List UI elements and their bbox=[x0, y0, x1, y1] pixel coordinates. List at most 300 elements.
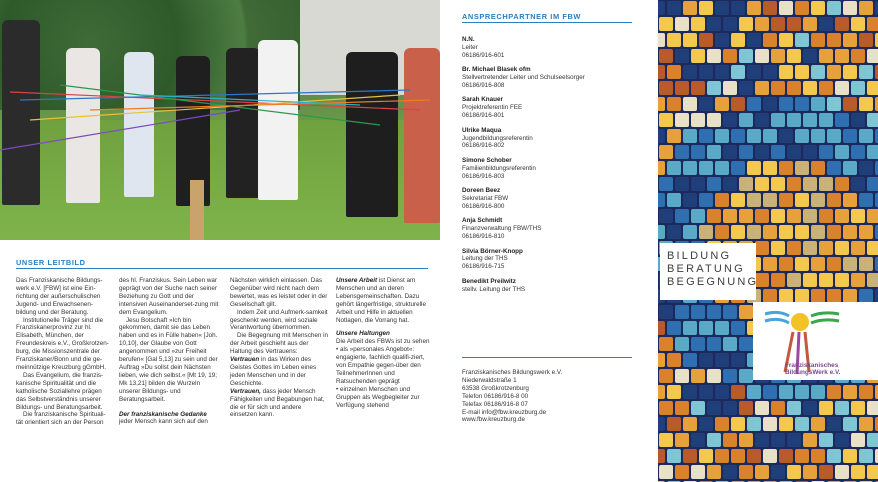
mosaic-tile bbox=[771, 401, 785, 415]
mosaic-tile bbox=[755, 241, 769, 255]
mosaic-tile bbox=[707, 209, 721, 223]
mosaic-tile bbox=[683, 321, 697, 335]
mosaic-tile bbox=[843, 257, 857, 271]
mosaic-tile bbox=[811, 97, 825, 111]
mosaic-tile bbox=[827, 417, 841, 431]
mosaic-tile bbox=[659, 177, 673, 191]
mosaic-tile bbox=[819, 209, 833, 223]
mosaic-tile bbox=[691, 305, 705, 319]
mosaic-tile bbox=[691, 401, 705, 415]
mosaic-tile bbox=[715, 321, 729, 335]
mosaic-tile bbox=[707, 113, 721, 127]
mosaic-tile bbox=[723, 177, 737, 191]
mosaic-tile bbox=[835, 209, 849, 223]
mosaic-tile bbox=[707, 17, 721, 31]
mosaic-tile bbox=[787, 145, 801, 159]
mosaic-tile bbox=[867, 145, 878, 159]
mosaic-tile bbox=[731, 193, 745, 207]
mosaic-tile bbox=[763, 129, 777, 143]
mosaic-tile bbox=[827, 97, 841, 111]
contact-entry bbox=[462, 66, 637, 90]
contact-phone: 06186/916-808 bbox=[462, 82, 505, 90]
mosaic-tile bbox=[771, 49, 785, 63]
mosaic-tile bbox=[771, 209, 785, 223]
paragraph: Jesu Botschaft »Ich bin gekommen, damit sie das Leben haben und es in Fülle haben« [Joh. 10,10], der Glaube von Gott angenommen und »zur Freiheit berufen« [Gal 5,13] zu sein und der Auftrag »Du sollst dein Nächsten lieben, wie dich selbst.« [Mt 19, 19; Mk 13,21] bilden die Wurzeln unserer Bildungs- und Beratungsarbeit. bbox=[119, 316, 218, 403]
contact-name: Br. Michael Blasek ofm bbox=[462, 66, 531, 74]
mosaic-tile bbox=[675, 49, 689, 63]
mosaic-tile bbox=[659, 113, 673, 127]
mosaic-tile bbox=[699, 449, 713, 463]
mosaic-tile bbox=[715, 1, 729, 15]
mosaic-tile bbox=[707, 433, 721, 447]
contact-entry bbox=[462, 96, 637, 120]
mosaic-tile bbox=[835, 241, 849, 255]
mosaic-tile bbox=[779, 1, 793, 15]
mosaic-tile bbox=[667, 129, 681, 143]
contact-phone: 06186/916-715 bbox=[462, 263, 505, 271]
colored-ropes bbox=[0, 0, 440, 240]
mosaic-tile bbox=[675, 465, 689, 479]
mosaic-tile bbox=[795, 65, 809, 79]
mosaic-tile bbox=[723, 369, 737, 383]
mosaic-tile bbox=[771, 433, 785, 447]
contact-list bbox=[462, 36, 637, 300]
leitbild-column-3: Nächsten wirklich einlassen. Das Gegenüber wird nicht nach dem bewertet, was es leistet oder in der Gesellschaft gilt. Indem Zeit und Aufmerk-samkeit geschenkt werden, wird soziale Verantwortung übernommen. Die Begegnung mit Menschen in der Arbeit geschieht aus der Haltung des Vertrauens: Vertrauen in das Wirken des Geistes Gottes im Leben eines jeden Menschen und in der Geschichte. Vertrauen, dass jeder Mensch Fähigkeiten und Begabungen hat, die er für sich und andere einsetzen kann. bbox=[230, 277, 329, 419]
mosaic-tile bbox=[771, 241, 785, 255]
mosaic-tile bbox=[723, 113, 737, 127]
address-line: E-mail info@fbw.kreuzburg.de bbox=[462, 408, 547, 416]
mosaic-tile bbox=[787, 209, 801, 223]
mosaic-tile bbox=[683, 65, 697, 79]
mosaic-tile bbox=[811, 417, 825, 431]
contact-phone: 06186/916-601 bbox=[462, 51, 505, 59]
paragraph: Das Evangelium, die franzis-kanische Spiritualität und die katholische Soziallehre prägen das Selbstverständnis unserer Bildungs- und Beratungsarbeit. bbox=[16, 371, 104, 411]
contact-role: Jugendbildungsreferentin bbox=[462, 134, 533, 142]
mosaic-tile bbox=[819, 273, 833, 287]
mosaic-tile bbox=[851, 49, 865, 63]
mosaic-tile bbox=[699, 129, 713, 143]
mosaic-tile bbox=[771, 465, 785, 479]
mosaic-tile bbox=[819, 433, 833, 447]
mosaic-tile bbox=[787, 273, 801, 287]
mosaic-tile bbox=[731, 321, 745, 335]
mosaic-tile bbox=[683, 129, 697, 143]
mosaic-tile bbox=[715, 161, 729, 175]
mosaic-tile bbox=[659, 81, 673, 95]
contact-role: Stellvertretender Leiter und Schulseelsorger bbox=[462, 74, 585, 82]
mosaic-tile bbox=[683, 161, 697, 175]
contact-name: Doreen Beez bbox=[462, 187, 501, 195]
mosaic-tile bbox=[699, 97, 713, 111]
mosaic-tile bbox=[707, 401, 721, 415]
mosaic-tile bbox=[763, 257, 777, 271]
mosaic-tile bbox=[715, 129, 729, 143]
address-line: Niederwaldstraße 1 bbox=[462, 376, 517, 384]
mosaic-tile bbox=[683, 225, 697, 239]
mosaic-tile bbox=[755, 49, 769, 63]
mosaic-tile bbox=[867, 81, 878, 95]
mosaic-tile bbox=[843, 33, 857, 47]
mosaic-tile bbox=[859, 129, 873, 143]
mosaic-tile bbox=[691, 433, 705, 447]
mosaic-tile bbox=[755, 177, 769, 191]
mosaic-tile bbox=[691, 49, 705, 63]
mosaic-tile bbox=[755, 81, 769, 95]
mosaic-tile bbox=[731, 385, 745, 399]
mosaic-tile bbox=[667, 33, 681, 47]
mosaic-tile bbox=[658, 65, 665, 79]
emphasis: Vertrauen bbox=[230, 356, 260, 364]
mosaic-tile bbox=[771, 273, 785, 287]
mosaic-tile bbox=[795, 1, 809, 15]
mosaic-tile bbox=[691, 369, 705, 383]
mosaic-tile bbox=[779, 65, 793, 79]
mosaic-tile bbox=[658, 353, 665, 367]
mosaic-tile bbox=[699, 321, 713, 335]
mosaic-tile bbox=[803, 241, 817, 255]
mosaic-tile bbox=[675, 401, 689, 415]
mosaic-tile bbox=[787, 81, 801, 95]
mosaic-tile bbox=[867, 17, 878, 31]
mosaic-tile bbox=[715, 33, 729, 47]
emphasis: Vertrauen, bbox=[230, 387, 261, 395]
mosaic-tile bbox=[658, 385, 665, 399]
mosaic-tile bbox=[859, 1, 873, 15]
contact-role: Finanzverwaltung FBW/THS bbox=[462, 225, 542, 233]
leitbild-column-4: Unsere Arbeit ist Dienst am Menschen und an deren Lebensgemeinschaften. Dazu gehört längerfristige, strukturelle Arbeit und Hilfe in aktuellen Notlagen, die Vorrang hat. Unsere Haltungen Die Arbeit des FBWs ist zu sehen • als »personales Angebot«: engagierte, fachlich qualifi-ziert, von Empathie gegen-über den TeilnehmerInnen und Ratsuchenden geprägt • einzelnen Menschen und Gruppen als Wegbegleiter zur Verfügung stehend bbox=[336, 277, 432, 410]
mosaic-tile bbox=[763, 417, 777, 431]
mosaic-tile bbox=[739, 433, 753, 447]
mosaic-tile bbox=[827, 33, 841, 47]
mosaic-tile bbox=[658, 449, 665, 463]
mosaic-tile bbox=[723, 401, 737, 415]
mosaic-tile bbox=[819, 17, 833, 31]
mosaic-tile bbox=[755, 113, 769, 127]
mosaic-tile bbox=[699, 225, 713, 239]
mosaic-tile bbox=[658, 1, 665, 15]
mosaic-tile bbox=[811, 129, 825, 143]
mosaic-tile bbox=[843, 449, 857, 463]
address-line: 63538 Großkrotzenburg bbox=[462, 384, 529, 392]
mosaic-tile bbox=[739, 113, 753, 127]
mosaic-tile bbox=[795, 97, 809, 111]
mosaic-tile bbox=[659, 369, 673, 383]
mosaic-tile bbox=[827, 65, 841, 79]
mosaic-tile bbox=[867, 113, 878, 127]
mosaic-tile bbox=[787, 177, 801, 191]
logo-text: Franziskanisches BildungsWerk e.V. bbox=[785, 362, 841, 377]
mosaic-tile bbox=[779, 193, 793, 207]
mosaic-tile bbox=[803, 17, 817, 31]
contact-phone: 06186/916-810 bbox=[462, 233, 505, 241]
mosaic-tile bbox=[867, 177, 878, 191]
mosaic-tile bbox=[795, 129, 809, 143]
mosaic-tile bbox=[819, 241, 833, 255]
contact-phone: 06186/916-803 bbox=[462, 172, 505, 180]
mosaic-tile bbox=[819, 177, 833, 191]
mosaic-tile bbox=[731, 97, 745, 111]
mosaic-tile bbox=[755, 433, 769, 447]
mosaic-tile bbox=[779, 129, 793, 143]
mosaic-tile bbox=[771, 113, 785, 127]
mosaic-tile bbox=[691, 209, 705, 223]
paragraph: Nächsten wirklich einlassen. Das Gegenüber wird nicht nach dem bewertet, was es leistet oder in der Gesellschaft gilt. bbox=[230, 277, 328, 308]
mosaic-tile bbox=[723, 81, 737, 95]
contact-role: Familienbildungsreferentin bbox=[462, 164, 536, 172]
mosaic-tile bbox=[755, 17, 769, 31]
mosaic-tile bbox=[659, 337, 673, 351]
mosaic-tile bbox=[811, 449, 825, 463]
mosaic-tile bbox=[683, 1, 697, 15]
mosaic-tile bbox=[707, 49, 721, 63]
mosaic-artwork bbox=[658, 0, 878, 482]
contact-entry bbox=[462, 127, 637, 151]
mosaic-tile bbox=[787, 241, 801, 255]
mosaic-tile bbox=[747, 417, 761, 431]
leitbild-column-1 bbox=[16, 277, 112, 427]
mosaic-tile bbox=[779, 257, 793, 271]
mosaic-tile bbox=[843, 129, 857, 143]
mosaic-tile bbox=[667, 193, 681, 207]
contact-phone: 06186/916-802 bbox=[462, 142, 505, 150]
mosaic-tile bbox=[787, 401, 801, 415]
mosaic-tile bbox=[739, 49, 753, 63]
mosaic-tile bbox=[747, 385, 761, 399]
mosaic-tile bbox=[851, 145, 865, 159]
mosaic-tile bbox=[683, 193, 697, 207]
mosaic-tile bbox=[843, 289, 857, 303]
contact-name: Simone Schober bbox=[462, 156, 512, 164]
mosaic-tile bbox=[715, 225, 729, 239]
mosaic-tile bbox=[667, 1, 681, 15]
mosaic-tile bbox=[835, 17, 849, 31]
contact-entry bbox=[462, 248, 637, 272]
mosaic-tile bbox=[827, 449, 841, 463]
mosaic-tile bbox=[723, 49, 737, 63]
tagline-word: BILDUNG bbox=[667, 250, 732, 262]
mosaic-tile bbox=[739, 17, 753, 31]
mosaic-tile bbox=[755, 145, 769, 159]
mosaic-tile bbox=[811, 257, 825, 271]
mosaic-tile bbox=[691, 81, 705, 95]
mosaic-tile bbox=[795, 417, 809, 431]
mosaic-tile bbox=[683, 353, 697, 367]
mosaic-tile bbox=[731, 1, 745, 15]
mosaic-tile bbox=[747, 65, 761, 79]
mosaic-tile bbox=[827, 1, 841, 15]
mosaic-tile bbox=[827, 129, 841, 143]
address-line: Franziskanisches Bildungswerk e.V. bbox=[462, 369, 563, 376]
mosaic-tile bbox=[859, 225, 873, 239]
mosaic-tile bbox=[835, 273, 849, 287]
mosaic-tile bbox=[811, 1, 825, 15]
mosaic-tile bbox=[827, 385, 841, 399]
paragraph: Die Arbeit des FBWs ist zu sehen bbox=[336, 338, 430, 346]
mosaic-tile bbox=[795, 289, 809, 303]
mosaic-tile bbox=[835, 49, 849, 63]
mosaic-tile bbox=[867, 273, 878, 287]
contact-name: Silvia Börner-Knopp bbox=[462, 247, 523, 255]
mosaic-tile bbox=[658, 161, 665, 175]
mosaic-tile bbox=[667, 225, 681, 239]
mosaic-tile bbox=[747, 161, 761, 175]
mosaic-tile bbox=[827, 225, 841, 239]
mosaic-tile bbox=[811, 289, 825, 303]
mosaic-tile bbox=[763, 97, 777, 111]
mosaic-tile bbox=[851, 465, 865, 479]
mosaic-tile bbox=[803, 81, 817, 95]
mosaic-tile bbox=[779, 225, 793, 239]
mosaic-tile bbox=[803, 465, 817, 479]
mosaic-tile bbox=[739, 465, 753, 479]
mosaic-tile bbox=[747, 449, 761, 463]
mosaic-tile bbox=[795, 257, 809, 271]
mosaic-tile bbox=[803, 401, 817, 415]
mosaic-tile bbox=[779, 417, 793, 431]
mosaic-tile bbox=[707, 369, 721, 383]
mosaic-tile bbox=[659, 49, 673, 63]
mosaic-tile bbox=[667, 161, 681, 175]
mosaic-tile bbox=[658, 193, 665, 207]
contact-entry bbox=[462, 187, 637, 211]
mosaic-tile bbox=[739, 177, 753, 191]
mosaic-tile bbox=[827, 289, 841, 303]
contact-entry bbox=[462, 157, 637, 181]
mosaic-tile bbox=[811, 161, 825, 175]
mosaic-tile bbox=[859, 417, 873, 431]
mosaic-tile bbox=[827, 257, 841, 271]
mosaic-tile bbox=[859, 33, 873, 47]
mosaic-tile bbox=[723, 337, 737, 351]
mosaic-tile bbox=[739, 401, 753, 415]
address-line: Telefax 06186/916-8 07 bbox=[462, 400, 528, 408]
paragraph: Institutionelle Träger sind die Franziskanerprovinz zur hl. Elisabeth, München, der Freundeskreis e.V., Großkrotzen-burg, die Missionszentrale der Franziskaner/Bonn und die ge-meinnützige Kreuzburg gGmbH. bbox=[16, 316, 109, 371]
mosaic-tile bbox=[843, 417, 857, 431]
mosaic-tile bbox=[795, 161, 809, 175]
mosaic-tile bbox=[819, 113, 833, 127]
mosaic-tile bbox=[747, 97, 761, 111]
mosaic-tile bbox=[675, 81, 689, 95]
mosaic-tile bbox=[699, 353, 713, 367]
mosaic-tile bbox=[667, 417, 681, 431]
contact-role: stellv. Leitung der THS bbox=[462, 285, 526, 293]
mosaic-tile bbox=[787, 49, 801, 63]
mosaic-tile bbox=[843, 97, 857, 111]
mosaic-tile bbox=[723, 17, 737, 31]
mosaic-tile bbox=[667, 65, 681, 79]
mosaic-tile bbox=[699, 385, 713, 399]
mosaic-tile bbox=[723, 465, 737, 479]
mosaic-tile bbox=[683, 449, 697, 463]
mosaic-tile bbox=[811, 385, 825, 399]
address-line: www.fbw.kreuzburg.de bbox=[462, 416, 525, 424]
mosaic-tile bbox=[787, 465, 801, 479]
mosaic-tile bbox=[659, 433, 673, 447]
mosaic-tile bbox=[675, 209, 689, 223]
mosaic-tile bbox=[731, 449, 745, 463]
mosaic-tile bbox=[691, 113, 705, 127]
mosaic-tile bbox=[691, 465, 705, 479]
mosaic-tile bbox=[699, 1, 713, 15]
mosaic-tile bbox=[707, 81, 721, 95]
mosaic-tile bbox=[843, 385, 857, 399]
mosaic-tile bbox=[867, 209, 878, 223]
mosaic-tile bbox=[667, 97, 681, 111]
mosaic-tile bbox=[835, 433, 849, 447]
mosaic-tile bbox=[771, 17, 785, 31]
address-rule bbox=[462, 357, 632, 358]
contacts-rule bbox=[462, 22, 632, 23]
mosaic-tile bbox=[851, 273, 865, 287]
paragraph: Die Begegnung mit Menschen in der Arbeit geschieht aus der Haltung des Vertrauens: bbox=[230, 332, 329, 356]
mosaic-tile bbox=[851, 17, 865, 31]
mosaic-tile bbox=[763, 33, 777, 47]
mosaic-tile bbox=[819, 145, 833, 159]
mosaic-tile bbox=[779, 161, 793, 175]
mosaic-tile bbox=[779, 97, 793, 111]
contact-entry bbox=[462, 217, 637, 241]
mosaic-tile bbox=[835, 401, 849, 415]
mosaic-tile bbox=[667, 449, 681, 463]
contact-role: Leitung der THS bbox=[462, 255, 508, 263]
contact-entry bbox=[462, 36, 637, 60]
mosaic-tile bbox=[731, 33, 745, 47]
contact-name: Sarah Knauer bbox=[462, 96, 503, 104]
contact-name: N.N. bbox=[462, 36, 475, 43]
mosaic-tile bbox=[755, 209, 769, 223]
subheading: Unsere Haltungen bbox=[336, 330, 390, 338]
mosaic-tile bbox=[763, 385, 777, 399]
mosaic-tile bbox=[755, 401, 769, 415]
mosaic-tile bbox=[803, 433, 817, 447]
mosaic-tile bbox=[747, 225, 761, 239]
mosaic-tile bbox=[731, 65, 745, 79]
mosaic-tile bbox=[811, 33, 825, 47]
mosaic-tile bbox=[859, 65, 873, 79]
mosaic-tile bbox=[763, 193, 777, 207]
mosaic-tile bbox=[731, 161, 745, 175]
mosaic-tile bbox=[658, 33, 665, 47]
mosaic-tile bbox=[859, 161, 873, 175]
mosaic-tile bbox=[683, 97, 697, 111]
mosaic-tile bbox=[787, 17, 801, 31]
contacts-heading: ANSPRECHPARTNER IM FBW bbox=[462, 12, 581, 21]
mosaic-tile bbox=[731, 225, 745, 239]
mosaic-tile bbox=[699, 161, 713, 175]
mosaic-tile bbox=[835, 81, 849, 95]
tagline-word: BERATUNG bbox=[667, 263, 745, 275]
mosaic-tile bbox=[723, 433, 737, 447]
mosaic-tile bbox=[811, 65, 825, 79]
mosaic-tile bbox=[851, 81, 865, 95]
mosaic-tile bbox=[675, 337, 689, 351]
mosaic-tile bbox=[763, 449, 777, 463]
mosaic-tile bbox=[835, 177, 849, 191]
mosaic-tile bbox=[675, 433, 689, 447]
mosaic-tile bbox=[763, 225, 777, 239]
mosaic-tile bbox=[763, 1, 777, 15]
mosaic-tile bbox=[691, 17, 705, 31]
postal-address bbox=[462, 369, 637, 424]
mosaic-tile bbox=[803, 145, 817, 159]
mosaic-tile bbox=[867, 465, 878, 479]
mosaic-tile bbox=[658, 97, 665, 111]
mosaic-tile bbox=[859, 289, 873, 303]
mosaic-tile bbox=[747, 1, 761, 15]
mosaic-tile bbox=[835, 113, 849, 127]
mosaic-tile bbox=[795, 449, 809, 463]
mosaic-tile bbox=[715, 65, 729, 79]
